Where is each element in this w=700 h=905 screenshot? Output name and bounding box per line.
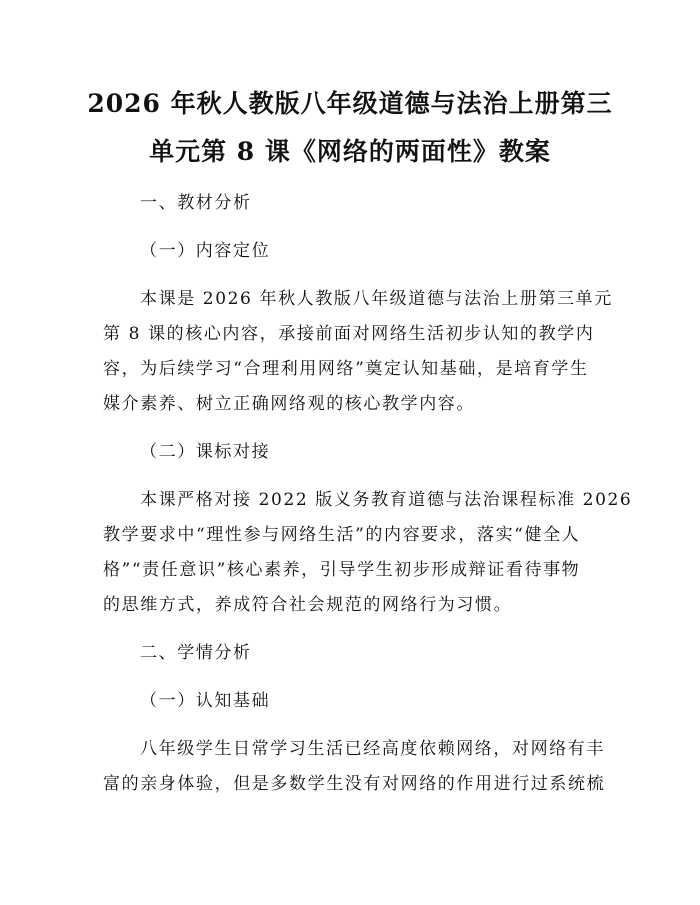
subsection-heading-content-positioning: （一）内容定位 bbox=[140, 241, 271, 261]
paragraph-line: 容，为后续学习“合理利用网络”奠定认知基础，是培育学生 bbox=[103, 359, 589, 379]
paragraph-line: 本课严格对接 2022 版义务教育道德与法治课程标准 2026 bbox=[140, 490, 633, 510]
section-heading-textbook-analysis: 一、教材分析 bbox=[140, 193, 252, 213]
paragraph-line: 教学要求中“理性参与网络生活”的内容要求，落实“健全人 bbox=[103, 525, 581, 545]
subsection-heading-cognitive-basis: （一）认知基础 bbox=[140, 691, 271, 711]
paragraph-line: 格”“责任意识”核心素养，引导学生初步形成辩证看待事物 bbox=[103, 560, 581, 580]
paragraph-line: 八年级学生日常学习生活已经高度依赖网络，对网络有丰 bbox=[140, 739, 605, 759]
document-title-line-2: 单元第 8 课《网络的两面性》教案 bbox=[149, 137, 551, 166]
section-heading-learner-analysis: 二、学情分析 bbox=[140, 643, 252, 663]
paragraph-line: 的思维方式，养成符合社会规范的网络行为习惯。 bbox=[103, 595, 513, 615]
subsection-heading-curriculum-alignment: （二）课标对接 bbox=[140, 442, 271, 462]
paragraph-line: 本课是 2026 年秋人教版八年级道德与法治上册第三单元 bbox=[140, 289, 613, 309]
document-title-line-1: 2026 年秋人教版八年级道德与法治上册第三 bbox=[87, 89, 613, 118]
paragraph-line: 富的亲身体验，但是多数学生没有对网络的作用进行过系统梳 bbox=[103, 774, 606, 794]
paragraph-line: 第 8 课的核心内容，承接前面对网络生活初步认知的教学内 bbox=[103, 324, 595, 344]
paragraph-line: 媒介素养、树立正确网络观的核心教学内容。 bbox=[103, 394, 475, 414]
